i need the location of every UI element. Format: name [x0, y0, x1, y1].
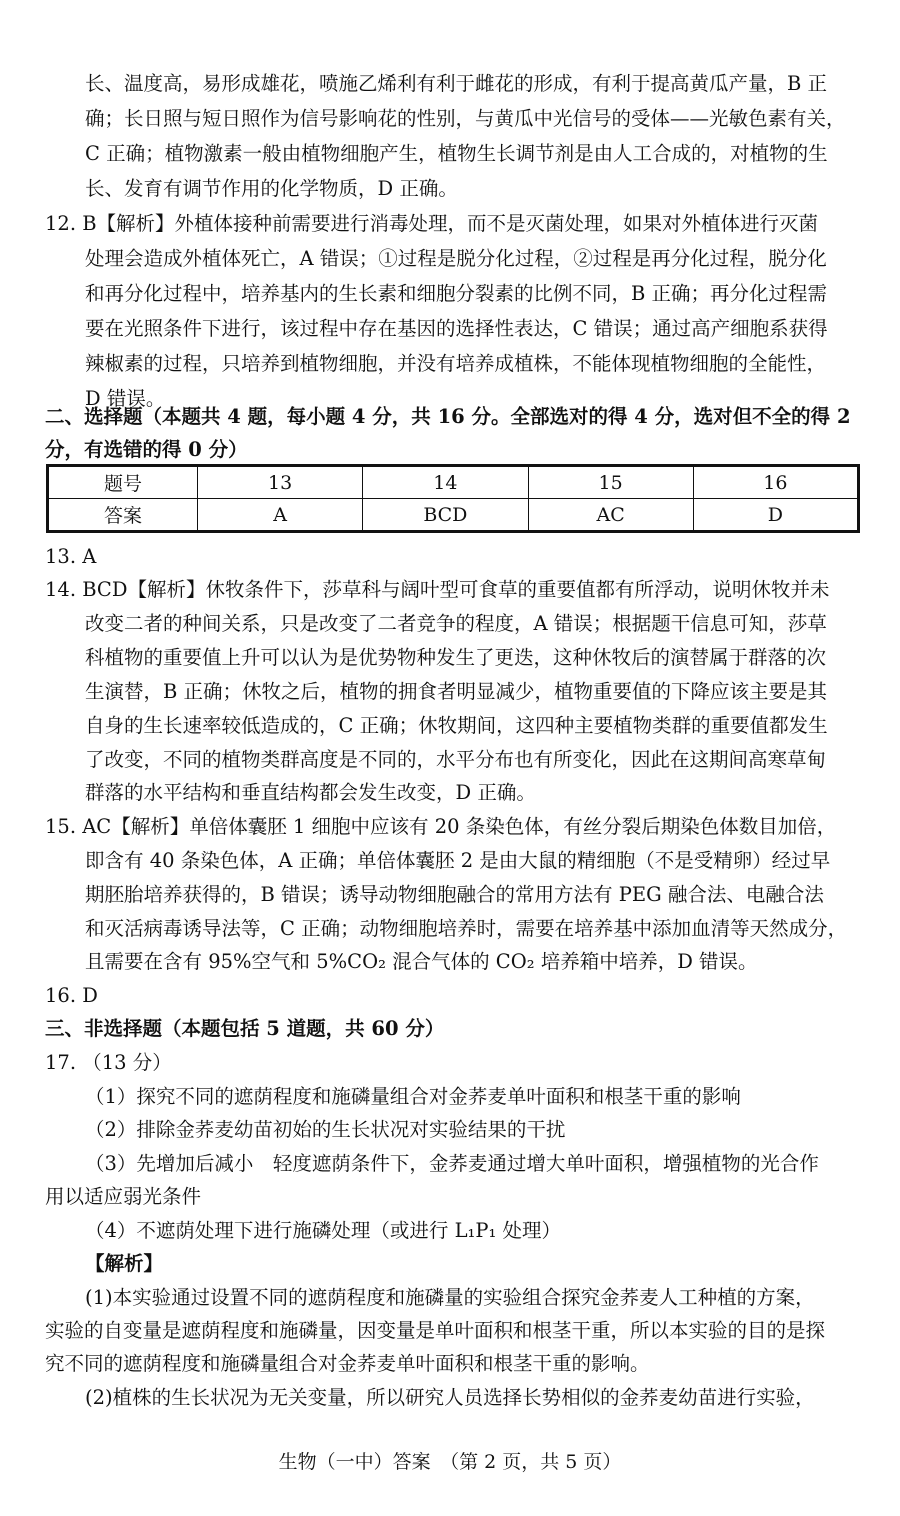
text-line: (2)植株的生长状况为无关变量，所以研究人员选择长势相似的金荞麦幼苗进行实验，: [85, 1386, 815, 1409]
text-line: 确；长日照与短日照作为信号影响花的性别，与黄瓜中光信号的受体——光敏色素有关，: [85, 107, 846, 130]
question-14-line: 14. BCD【解析】休牧条件下，莎草科与阔叶型可食草的重要值都有所浮动，说明休牧并未: [45, 578, 830, 601]
section-2-heading: 二、选择题（本题共 4 题，每小题 4 分，共 16 分。全部选对的得 4 分，选对但不全的得 2: [45, 405, 851, 428]
text-line: 群落的水平结构和垂直结构都会发生改变，D 正确。: [85, 781, 536, 804]
text-line: 处理会造成外植体死亡，A 错误；①过程是脱分化过程，②过程是再分化过程，脱分化: [85, 247, 827, 270]
question-15-line: 15. AC【解析】单倍体囊胚 1 细胞中应该有 20 条染色体，有丝分裂后期染色体数目加倍，: [45, 815, 837, 838]
text-line: 且需要在含有 95%空气和 5%CO₂ 混合气体的 CO₂ 培养箱中培养，D 错误。: [85, 950, 758, 973]
text-line: （3）先增加后减小 轻度遮荫条件下，金荞麦通过增大单叶面积，增强植物的光合作: [85, 1152, 819, 1175]
section-2-heading-cont: 分，有选错的得 0 分）: [45, 438, 248, 461]
text-line: 和灭活病毒诱导法等，C 正确；动物细胞培养时，需要在培养基中添加血清等天然成分，: [85, 917, 848, 940]
text-line: 即含有 40 条染色体，A 正确；单倍体囊胚 2 是由大鼠的精细胞（不是受精卵）经过早: [85, 849, 831, 872]
text-line: （1）探究不同的遮荫程度和施磷量组合对金荞麦单叶面积和根茎干重的影响: [85, 1085, 741, 1108]
text-line: 长、发育有调节作用的化学物质，D 正确。: [85, 177, 458, 200]
table-header-cell: 题号: [48, 466, 198, 499]
table-cell: 14: [363, 466, 528, 499]
text-line: 要在光照条件下进行，该过程中存在基因的选择性表达，C 错误；通过高产细胞系获得: [85, 317, 828, 340]
text-line: 和再分化过程中，培养基内的生长素和细胞分裂素的比例不同，B 正确；再分化过程需: [85, 282, 828, 305]
text-line: C 正确；植物激素一般由植物细胞产生，植物生长调节剂是由人工合成的，对植物的生: [85, 142, 828, 165]
table-cell: 13: [198, 466, 363, 499]
text-line: (1)本实验通过设置不同的遮荫程度和施磷量的实验组合探究金荞麦人工种植的方案，: [85, 1286, 815, 1309]
text-line: 科植物的重要值上升可以认为是优势物种发生了更迭，这种休牧后的演替属于群落的次: [85, 646, 827, 669]
table-header-cell: 答案: [48, 499, 198, 532]
table-cell: 15: [528, 466, 693, 499]
text-line: 辣椒素的过程，只培养到植物细胞，并没有培养成植株，不能体现植物细胞的全能性，: [85, 352, 827, 375]
text-line: 究不同的遮荫程度和施磷量组合对金荞麦单叶面积和根茎干重的影响。: [45, 1352, 650, 1375]
table-cell: AC: [528, 499, 693, 532]
answer-table: [46, 464, 860, 533]
text-line: 长、温度高，易形成雄花，喷施乙烯利有利于雌花的形成，有利于提高黄瓜产量，B 正: [85, 72, 828, 95]
table-cell: BCD: [363, 499, 528, 532]
page-footer: 生物（一中）答案 （第 2 页，共 5 页）: [278, 1451, 622, 1473]
question-17-line: 17. （13 分）: [45, 1051, 172, 1074]
text-line: 了改变，不同的植物类群高度是不同的，水平分布也有所变化，因此在这期间高寒草甸: [85, 748, 827, 771]
section-3-heading: 三、非选择题（本题包括 5 道题，共 60 分）: [45, 1017, 445, 1040]
text-line: D 错误。: [85, 387, 166, 410]
table-cell: A: [198, 499, 363, 532]
table-cell: D: [693, 499, 858, 532]
question-13-line: 13. A: [45, 545, 97, 568]
question-16-line: 16. D: [45, 984, 98, 1007]
text-line: 实验的自变量是遮荫程度和施磷量，因变量是单叶面积和根茎干重，所以本实验的目的是探: [45, 1319, 826, 1342]
text-line: 用以适应弱光条件: [45, 1185, 202, 1208]
text-line: 自身的生长速率较低造成的，C 正确；休牧期间，这四种主要植物类群的重要值都发生: [85, 714, 828, 737]
analysis-heading: 【解析】: [85, 1252, 164, 1275]
table-row: [48, 466, 859, 499]
text-line: （4）不遮荫处理下进行施磷处理（或进行 L₁P₁ 处理）: [85, 1219, 562, 1242]
text-line: （2）排除金荞麦幼苗初始的生长状况对实验结果的干扰: [85, 1118, 566, 1141]
text-line: 期胚胎培养获得的，B 错误；诱导动物细胞融合的常用方法有 PEG 融合法、电融合法: [85, 883, 824, 906]
question-12-line: 12. B【解析】外植体接种前需要进行消毒处理，而不是灭菌处理，如果对外植体进行灭菌: [45, 212, 819, 235]
text-line: 生演替，B 正确；休牧之后，植物的拥食者明显减少，植物重要值的下降应该主要是其: [85, 680, 828, 703]
table-cell: 16: [693, 466, 858, 499]
table-row: [48, 499, 859, 532]
text-line: 改变二者的种间关系，只是改变了二者竞争的程度，A 错误；根据题干信息可知，莎草: [85, 612, 827, 635]
